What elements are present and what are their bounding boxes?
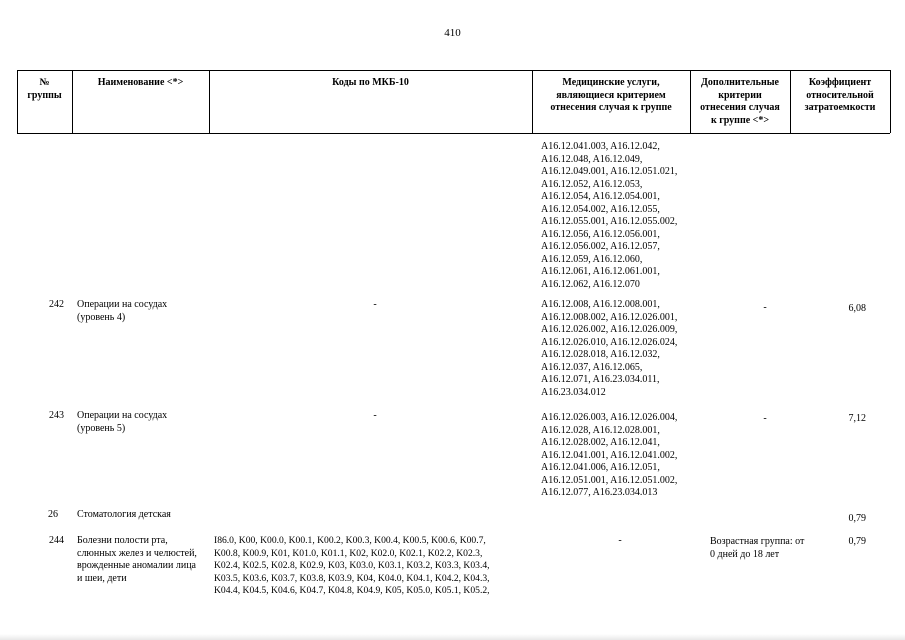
service-line: A16.12.049.001, A16.12.051.021, [541, 166, 678, 177]
service-line: A16.12.056.002, A16.12.057, [541, 241, 660, 252]
service-line: A16.12.041.006, A16.12.051, [541, 462, 660, 473]
code-line: K00.8, K00.9, K01, K01.0, K01.1, K02, K02.0, K02.1, K02.2, K02.3, [214, 547, 483, 559]
header-text: отнесения случая [700, 102, 780, 113]
service-line: A16.12.071, A16.23.034.011, [541, 374, 660, 385]
service-line: A16.12.008, A16.12.008.001, [541, 299, 660, 310]
name-line: (уровень 5) [77, 422, 126, 434]
header-text: относительной [806, 89, 874, 101]
scan-edge [0, 634, 905, 640]
extra-line: 0 дней до 18 лет [710, 548, 780, 560]
row-244-services: - [618, 535, 622, 546]
row-242-coefficient: 6,08 [848, 303, 866, 314]
service-line: A16.12.052, A16.12.053, [541, 178, 643, 190]
service-line: A16.12.055.001, A16.12.055.002, [541, 216, 678, 227]
service-line: A16.12.026.003, A16.12.026.004, [541, 412, 678, 423]
name-line: Стоматология детская [77, 509, 171, 520]
header-text: Медицинские услуги, [562, 77, 660, 88]
row-243-extra: - [763, 413, 767, 424]
continuation-services [541, 141, 677, 291]
service-line: A16.12.026.010, A16.12.026.024, [541, 336, 678, 348]
service-line: A16.23.034.012 [541, 386, 606, 398]
service-line: A16.12.028.018, A16.12.032, [541, 349, 660, 360]
service-line: A16.12.037, A16.12.065, [541, 361, 643, 373]
header-text: отнесения случая к группе [550, 102, 672, 113]
row-244-coefficient: 0,79 [848, 536, 866, 547]
header-text: Коды по МКБ-10 [332, 77, 409, 88]
header-extra-criteria [690, 77, 790, 127]
service-line: A16.12.008.002, A16.12.026.001, [541, 311, 678, 323]
row-242-extra: - [763, 302, 767, 313]
row-243-coefficient: 7,12 [848, 413, 866, 424]
header-text: к группе <*> [710, 114, 770, 126]
col-divider-7 [890, 70, 891, 133]
row-26-coefficient: 0,79 [848, 513, 866, 524]
code-line: I86.0, K00, K00.0, K00.1, K00.2, K00.3, K00.4, K00.5, K00.6, K00.7, [214, 535, 486, 546]
row-244-codes [214, 535, 490, 598]
header-bottom-border [17, 133, 890, 134]
name-line: слюнных желез и челюстей, [77, 547, 197, 559]
row-243-services [541, 412, 677, 500]
row-243-codes: - [373, 410, 377, 421]
name-line: (уровень 4) [77, 311, 126, 323]
row-244-name [77, 535, 197, 585]
code-line: K04.4, K04.5, K04.6, K04.7, K04.8, K04.9, K05, K05.0, K05.1, K05.2, [214, 585, 490, 596]
name-line: и шеи, дети [77, 572, 127, 584]
row-26-name [77, 509, 171, 522]
header-text: Дополнительные [701, 77, 779, 88]
service-line: A16.12.028.002, A16.12.041, [541, 437, 660, 448]
row-26-number: 26 [48, 509, 58, 520]
row-243-number: 243 [49, 410, 64, 421]
name-line: Болезни полости рта, [77, 535, 168, 546]
service-line: A16.12.041.001, A16.12.041.002, [541, 449, 678, 461]
service-line: A16.12.054, A16.12.054.001, [541, 191, 660, 202]
table-top-border [17, 70, 890, 71]
service-line: A16.12.062, A16.12.070 [541, 278, 640, 290]
header-text: являющиеся критерием [556, 89, 666, 101]
service-line: A16.12.026.002, A16.12.026.009, [541, 324, 678, 335]
service-line: A16.12.056, A16.12.056.001, [541, 228, 660, 240]
header-name [72, 77, 209, 90]
row-242-services [541, 299, 677, 399]
name-line: врожденные аномалии лица [77, 560, 196, 571]
header-text: № [39, 77, 50, 88]
header-text: Наименование <*> [97, 77, 184, 88]
page-number: 410 [444, 27, 461, 39]
service-line: A16.12.028, A16.12.028.001, [541, 424, 660, 436]
service-line: A16.12.054.002, A16.12.055, [541, 203, 660, 215]
code-line: K03.5, K03.6, K03.7, K03.8, K03.9, K04, K04.0, K04.1, K04.2, K04.3, [214, 572, 490, 584]
header-coefficient [790, 77, 890, 115]
row-244-extra [710, 536, 804, 561]
header-text: затратоемкости [804, 102, 876, 113]
header-text: группы [27, 89, 62, 101]
name-line: Операции на сосудах [77, 299, 168, 310]
row-242-codes: - [373, 299, 377, 310]
service-line: A16.12.077, A16.23.034.013 [541, 487, 658, 498]
name-line: Операции на сосудах [77, 410, 168, 421]
row-244-number: 244 [49, 535, 64, 546]
service-line: A16.12.041.003, A16.12.042, [541, 141, 660, 152]
header-group-number [17, 77, 72, 102]
header-text: Коэффициент [808, 77, 872, 88]
code-line: K02.4, K02.5, K02.8, K02.9, K03, K03.0, K03.1, K03.2, K03.3, K03.4, [214, 560, 490, 571]
row-242-number: 242 [49, 299, 64, 310]
header-icd-codes [209, 77, 532, 90]
service-line: A16.12.051.001, A16.12.051.002, [541, 474, 678, 486]
header-medical-services [532, 77, 690, 115]
extra-line: Возрастная группа: от [710, 536, 805, 547]
row-243-name [77, 410, 167, 435]
header-text: критерии [718, 89, 762, 101]
service-line: A16.12.059, A16.12.060, [541, 253, 643, 265]
row-242-name [77, 299, 167, 324]
service-line: A16.12.061, A16.12.061.001, [541, 266, 660, 277]
service-line: A16.12.048, A16.12.049, [541, 153, 643, 165]
